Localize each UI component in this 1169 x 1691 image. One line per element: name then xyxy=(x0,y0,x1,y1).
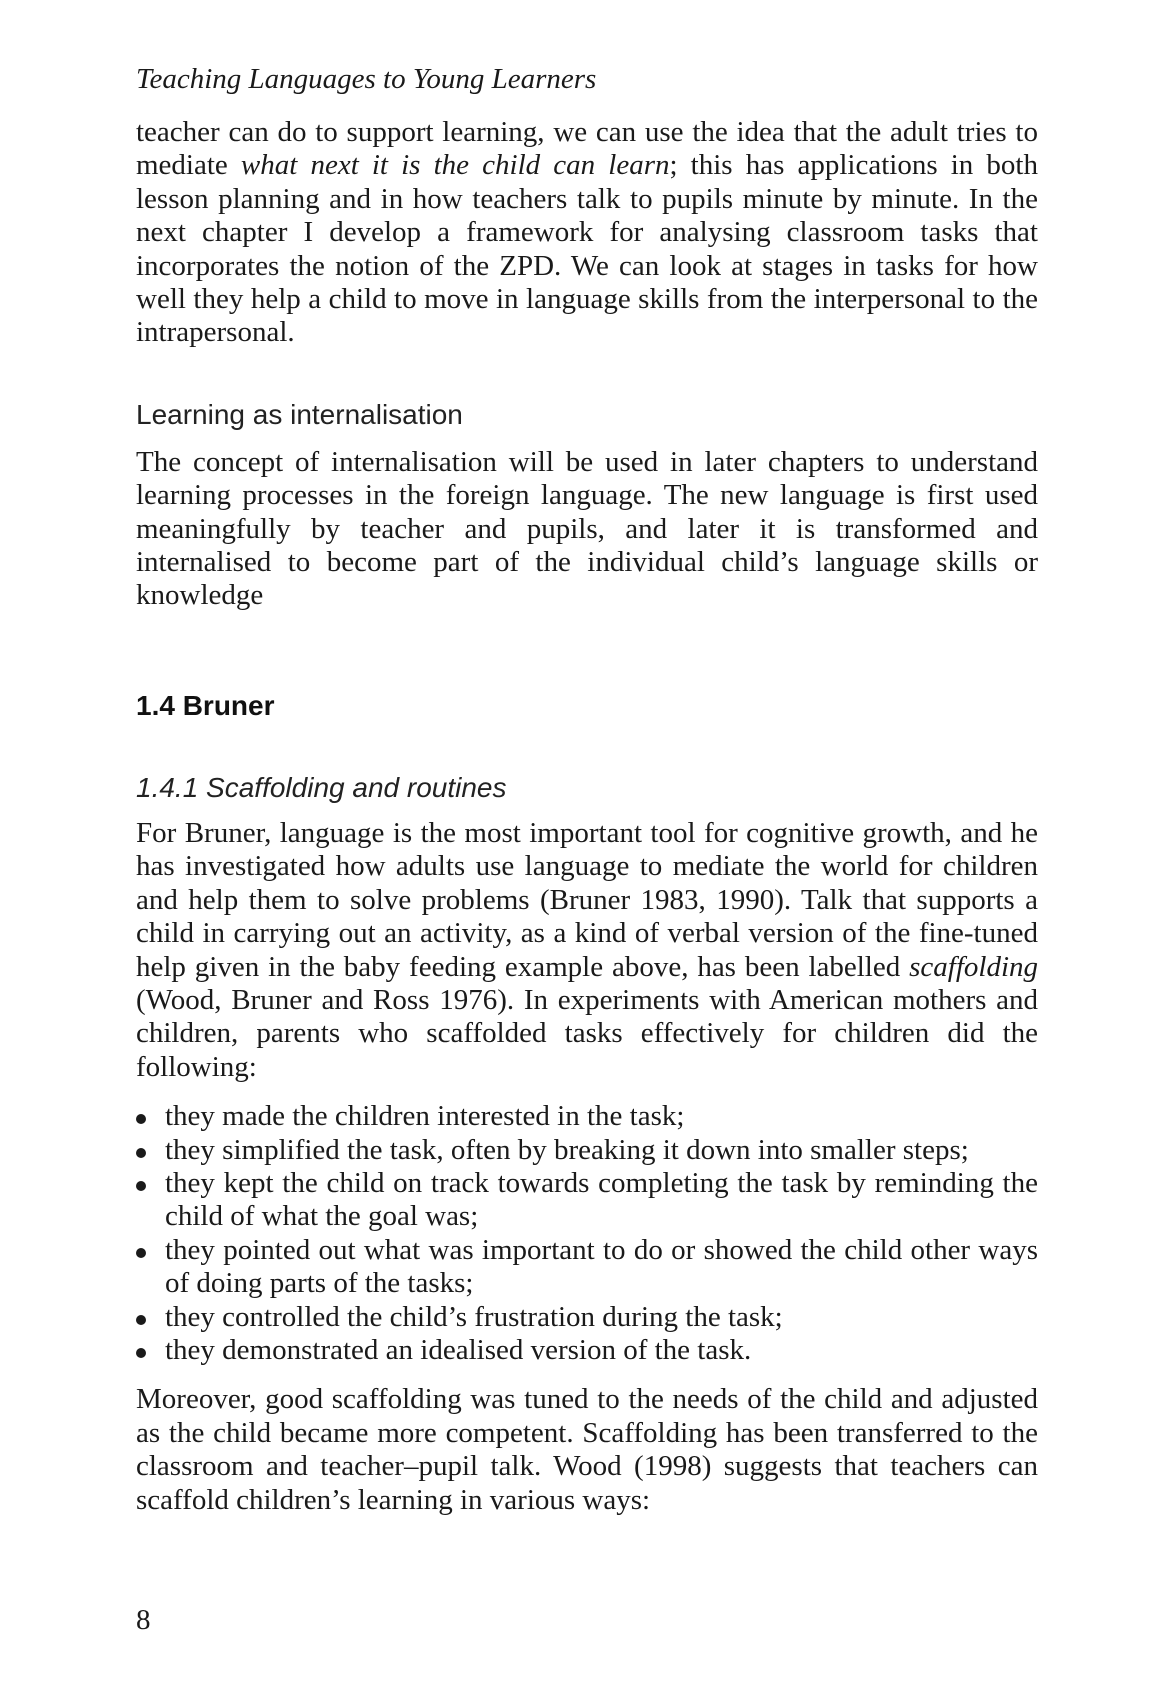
paragraph-bruner xyxy=(136,817,1038,1084)
bullet-text: they simplified the task, often by breaking it down into smaller steps; xyxy=(165,1133,969,1166)
paragraph-bruner-text-2: (Wood, Bruner and Ross 1976). In experiments with American mothers and children, parents who scaffolded tasks effectively for children did the following: xyxy=(136,983,1038,1083)
bullet-dot-icon xyxy=(136,1315,146,1325)
book-page xyxy=(136,62,1038,1517)
bullet-item xyxy=(136,1301,1038,1334)
bullet-text: they demonstrated an idealised version of the task. xyxy=(165,1333,752,1366)
paragraph-internalisation: The concept of internalisation will be used in later chapters to understand learning processes in the foreign language. The new language is first used meaningfully by teacher and pupils, and later it is transformed and internalised to become part of the individual child’s language skills or knowledge xyxy=(136,445,1038,612)
heading-learning-internalisation: Learning as internalisation xyxy=(136,398,463,430)
bullet-text: they controlled the child’s frustration during the task; xyxy=(165,1300,783,1333)
section-heading-bruner: 1.4 Bruner xyxy=(136,689,275,721)
paragraph-bruner-italic: scaffolding xyxy=(909,950,1038,983)
subsection-heading-scaffolding: 1.4.1 Scaffolding and routines xyxy=(136,771,507,803)
bullet-dot-icon xyxy=(136,1348,146,1358)
paragraph-moreover: Moreover, good scaffolding was tuned to the needs of the child and adjusted as the child became more competent. Scaffolding has been transferred to the classroom and teacher–pupil talk. Wood (1998) suggests that teachers can scaffold children’s learning in various ways: xyxy=(136,1383,1038,1516)
paragraph-zpd xyxy=(136,116,1038,350)
bullet-item xyxy=(136,1100,1038,1133)
bullet-item xyxy=(136,1234,1038,1301)
bullet-item xyxy=(136,1334,1038,1367)
bullet-item xyxy=(136,1134,1038,1167)
bullet-dot-icon xyxy=(136,1148,146,1158)
paragraph-zpd-text-1: teacher can do to support learning, we can use the idea that the adult tries to mediate xyxy=(136,116,1038,182)
bullet-text: they made the children interested in the task; xyxy=(165,1100,685,1133)
paragraph-zpd-italic: what next it is the child can learn xyxy=(240,149,670,182)
bullet-text: they pointed out what was important to do or showed the child other ways of doing parts of the tasks; xyxy=(165,1233,1038,1300)
paragraph-zpd-text-2: ; this has applications in both lesson planning and in how teachers talk to pupils minute by minute. In the next chapter I develop a framework for analysing classroom tasks that incorporates the notion of the ZPD. We can look at stages in tasks for how well they help a child to move in language skills from the interpersonal to the intrapersonal. xyxy=(136,149,1038,349)
bullet-dot-icon xyxy=(136,1181,146,1191)
scaffolding-bullet-list xyxy=(136,1100,1038,1367)
bullet-dot-icon xyxy=(136,1248,146,1258)
bullet-dot-icon xyxy=(136,1114,146,1124)
bullet-text: they kept the child on track towards completing the task by reminding the child of what the goal was; xyxy=(165,1166,1038,1233)
paragraph-bruner-text-1: For Bruner, language is the most important tool for cognitive growth, and he has investigated how adults use language to mediate the world for children and help them to solve problems (Bruner 1983, 1990). Talk that supports a child in carrying out an activity, as a kind of verbal version of the fine-tuned help given in the baby feeding example above, has been labelled xyxy=(136,816,1038,983)
running-head: Teaching Languages to Young Learners xyxy=(136,63,597,95)
page-number: 8 xyxy=(136,1604,151,1636)
bullet-item xyxy=(136,1167,1038,1234)
